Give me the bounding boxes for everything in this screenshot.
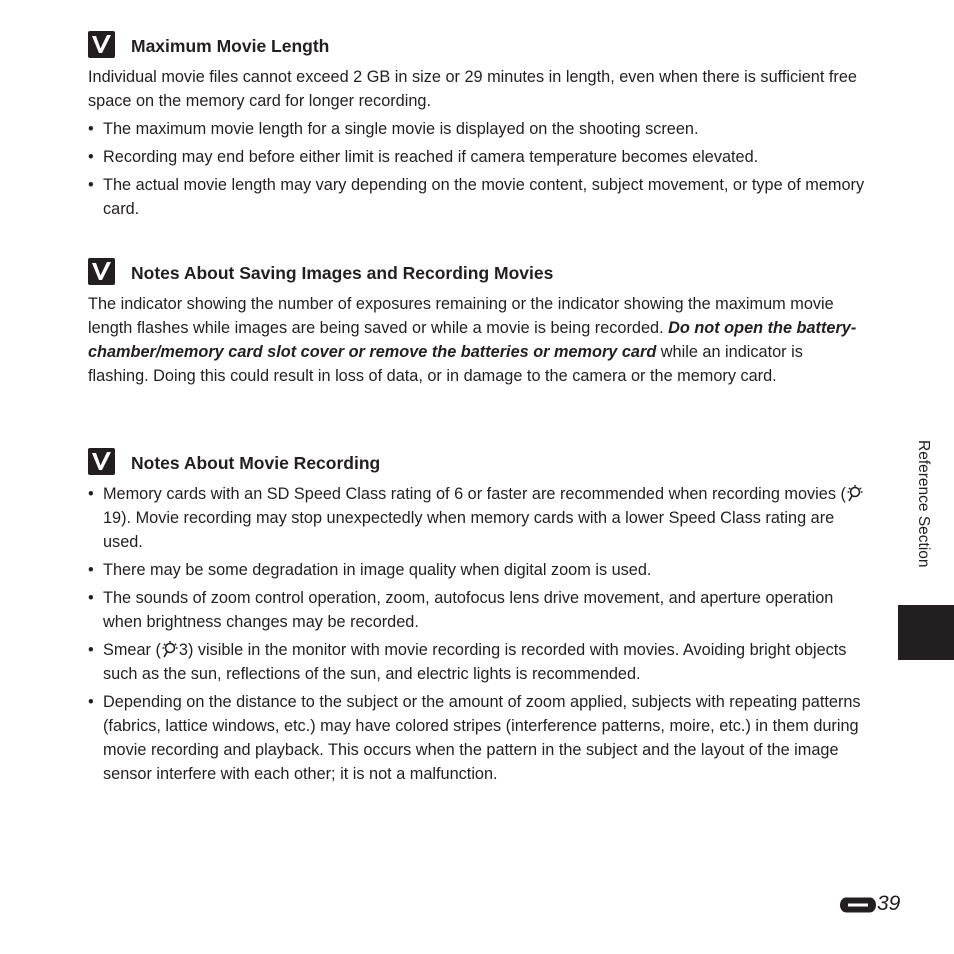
bullet-list <box>88 117 866 221</box>
section-title: Notes About Saving Images and Recording Movies <box>131 263 554 283</box>
list-item: • The sounds of zoom control operation, zoom, autofocus lens drive movement, and aperture operation when brightness changes may be recorded. <box>88 586 866 634</box>
list-item-text: ) visible in the monitor with movie recording is recorded with movies. Avoiding bright objects such as the sun, reflections of the sun, and electric lights is recommended. <box>103 641 847 683</box>
reference-page-icon <box>161 640 179 658</box>
list-item-text: Smear ( <box>103 641 161 659</box>
check-mark-icon <box>88 258 115 285</box>
section-heading <box>88 258 866 288</box>
section-saving-images <box>88 258 866 388</box>
reference-page-number: 19 <box>103 509 122 527</box>
warning-text: Do not open the battery-chamber/memory card slot cover or remove the batteries or memory card <box>88 319 857 361</box>
paragraph-text: The indicator showing the number of exposures remaining or the indicator showing the maximum movie length flashes while images are being saved or while a movie is being recorded. <box>88 295 834 337</box>
list-item: • Recording may end before either limit is reached if camera temperature becomes elevated. <box>88 145 866 169</box>
section-paragraph: Individual movie files cannot exceed 2 GB in size or 29 minutes in length, even when there is sufficient free space on the memory card for longer recording. <box>88 68 857 110</box>
section-title: Notes About Movie Recording <box>131 453 381 473</box>
section-maximum-movie-length <box>88 31 866 221</box>
list-item <box>88 482 866 554</box>
reference-page-number: 3 <box>178 641 188 659</box>
section-heading <box>88 448 866 478</box>
reference-page-icon <box>846 484 864 502</box>
list-item-text: ). Movie recording may stop unexpectedly when memory cards with a lower Speed Class rating are used. <box>103 509 835 551</box>
section-movie-recording <box>88 448 866 786</box>
list-item: • There may be some degradation in image quality when digital zoom is used. <box>88 558 866 582</box>
list-item: • The maximum movie length for a single movie is displayed on the shooting screen. <box>88 117 866 141</box>
bullet-list <box>88 482 866 786</box>
paragraph-text: while an indicator is flashing. Doing this could result in loss of data, or in damage to the camera or the memory card. <box>88 343 803 385</box>
check-mark-icon <box>88 448 115 475</box>
list-item-text: Memory cards with an SD Speed Class rating of 6 or faster are recommended when recording movies ( <box>103 485 846 503</box>
section-title: Maximum Movie Length <box>131 36 330 56</box>
list-item <box>88 638 866 686</box>
binoculars-icon <box>840 896 876 914</box>
page-number-text: 39 <box>877 892 901 915</box>
section-paragraph <box>88 292 866 388</box>
section-tab <box>898 605 954 660</box>
list-item: • Depending on the distance to the subject or the amount of zoom applied, subjects with repeating patterns (fabrics, lattice windows, etc.) may have colored stripes (interference patterns, moire, etc.) in them during movie recording and playback. This occurs when the pattern in the subject and the layout of the image sensor interfere with each other; it is not a malfunction. <box>88 690 866 786</box>
reference-section-label: Reference Section <box>915 440 932 568</box>
section-heading <box>88 31 866 61</box>
check-mark-icon <box>88 31 115 58</box>
list-item: • The actual movie length may vary depending on the movie content, subject movement, or type of memory card. <box>88 173 866 221</box>
